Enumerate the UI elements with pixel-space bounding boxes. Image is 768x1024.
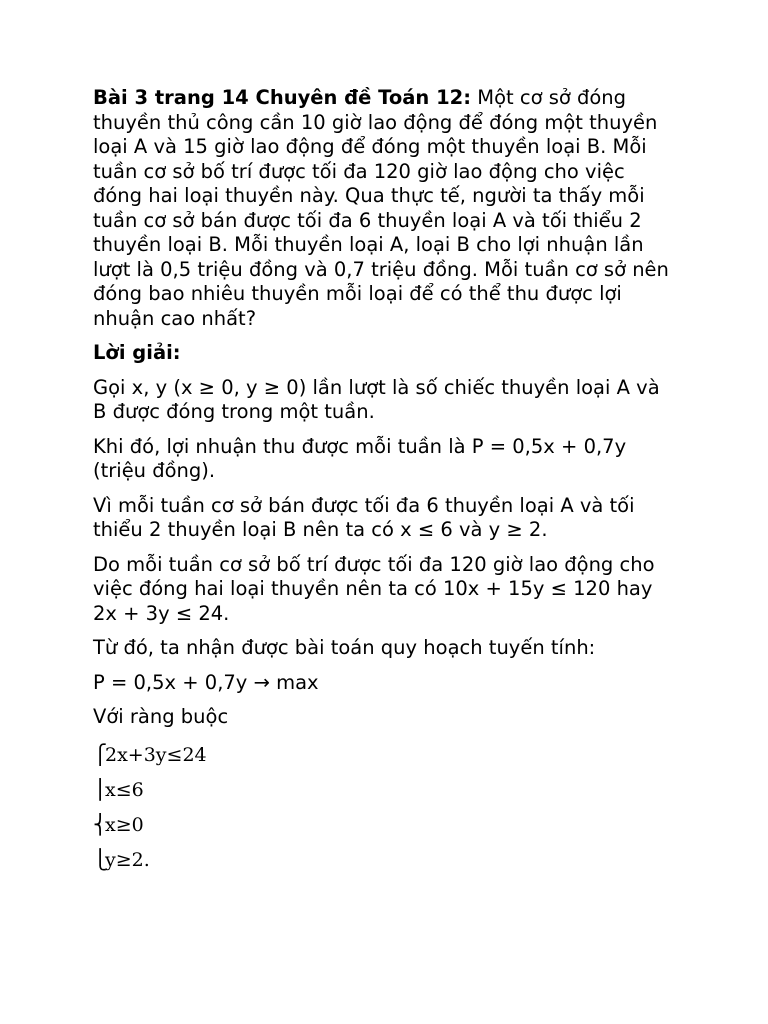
brace-top: ⎧: [93, 743, 108, 766]
constraint-row: [93, 777, 678, 812]
solution-heading: Lời giải:: [93, 341, 181, 364]
constraint-x-max: x≤6: [105, 778, 144, 801]
constraint-labor: 2x+3y≤24: [105, 743, 207, 766]
constraint-x-min: x≥0: [105, 813, 144, 836]
brace-center: ⎨: [93, 813, 108, 836]
paragraph-labor-constraint: Do mỗi tuần cơ sở bố trí được tối đa 120 giờ lao động cho việc đóng hai loại thuyền nên ta có 10x + 15y ≤ 120 hay 2x + 3y ≤ 24.: [93, 552, 655, 625]
brace-middle: ⎪: [93, 778, 108, 801]
problem-statement: [93, 86, 678, 331]
paragraph-sales-limits: Vì mỗi tuần cơ sở bán được tối đa 6 thuyền loại A và tối thiểu 2 thuyền loại B nên ta có x ≤ 6 và y ≥ 2.: [93, 493, 635, 541]
problem-text: Một cơ sở đóng thuyền thủ công cần 10 giờ lao động để đóng một thuyền loại A và 15 giờ lao động để đóng một thuyền loại B. Mỗi tuần cơ sở bố trí được tối đa 120 giờ lao động cho việc đóng hai loại thuyền này. Qua thực tế, người ta thấy mỗi tuần cơ sở bán được tối đa 6 thuyền loại A và tối thiểu 2 thuyền loại B. Mỗi thuyền loại A, loại B cho lợi nhuận lần lượt là 0,5 triệu đồng và 0,7 triệu đồng. Mỗi tuần cơ sở nên đóng bao nhiêu thuyền mỗi loại để có thể thu được lợi nhuận cao nhất?: [93, 86, 669, 330]
paragraph-profit: Khi đó, lợi nhuận thu được mỗi tuần là P = 0,5x + 0,7y (triệu đồng).: [93, 434, 627, 482]
constraint-row: [93, 812, 678, 847]
paragraph-lp-intro: Từ đó, ta nhận được bài toán quy hoạch tuyến tính:: [93, 636, 596, 659]
constraint-row: [93, 847, 678, 882]
constraint-y-min: y≥2.: [105, 848, 150, 871]
paragraph-variables: Gọi x, y (x ≥ 0, y ≥ 0) lần lượt là số chiếc thuyền loại A và B được đóng trong một tuần.: [93, 375, 660, 423]
document-body: [93, 86, 678, 882]
objective-function: P = 0,5x + 0,7y → max: [93, 670, 319, 694]
constraints-intro: Với ràng buộc: [93, 705, 229, 728]
problem-title: Bài 3 trang 14 Chuyên đề Toán 12:: [93, 86, 472, 109]
constraint-row: [93, 742, 678, 777]
brace-bottom: ⎩: [93, 848, 108, 871]
constraint-system: [93, 742, 678, 882]
